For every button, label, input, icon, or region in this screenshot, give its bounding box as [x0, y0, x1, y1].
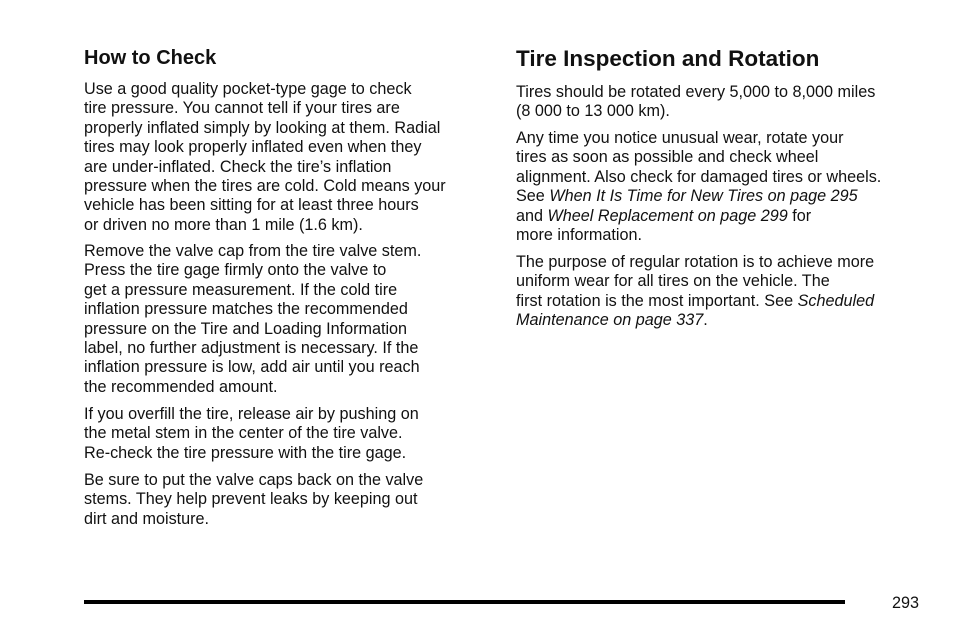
text-line: stems. They help prevent leaks by keeping out — [84, 490, 418, 509]
section-subheading: How to Check — [84, 47, 217, 69]
text-line: tires may look properly inflated even when they — [84, 138, 422, 157]
text-line: alignment. Also check for damaged tires or wheels. — [516, 167, 882, 186]
text-line: vehicle has been sitting for at least three hours — [84, 196, 419, 215]
text-line: (8 000 to 13 000 km). — [516, 102, 670, 121]
cross-reference-link[interactable]: Maintenance on page 337 — [516, 311, 704, 330]
paragraph-unusual-wear — [516, 129, 881, 245]
text-segment: and — [516, 206, 548, 225]
text-line: are under-inflated. Check the tire’s inflation — [84, 157, 392, 176]
text-line: The purpose of regular rotation is to achieve more — [516, 253, 875, 271]
text-line: Any time you notice unusual wear, rotate your — [516, 129, 844, 147]
text-line: inflation pressure is low, add air until you reach — [84, 358, 420, 377]
text-line: Tires should be rotated every 5,000 to 8,000 miles — [516, 83, 876, 101]
text-line: label, no further adjustment is necessary. If the — [84, 338, 419, 357]
text-segment: first rotation is the most important. See — [516, 291, 798, 310]
text-line: tire pressure. You cannot tell if your tires are — [84, 99, 400, 118]
text-line: or driven no more than 1 mile (1.6 km). — [84, 215, 363, 234]
text-line: the recommended amount. — [84, 377, 278, 396]
text-line: get a pressure measurement. If the cold tire — [84, 280, 398, 299]
cross-reference-link[interactable]: Scheduled — [797, 291, 875, 310]
text-line: Press the tire gage firmly onto the valve to — [84, 261, 387, 280]
text-line — [516, 207, 881, 226]
paragraph-overfill — [84, 405, 419, 463]
text-line: tires as soon as possible and check wheel — [516, 148, 819, 167]
text-line: Use a good quality pocket-type gage to check — [84, 80, 412, 98]
text-line: the metal stem in the center of the tire valve. — [84, 424, 403, 443]
footer-rule — [84, 600, 845, 604]
paragraph-rotation-purpose — [516, 253, 874, 331]
text-line: Re-check the tire pressure with the tire gage. — [84, 443, 407, 462]
text-line — [516, 187, 881, 206]
page-number: 293 — [891, 594, 919, 612]
text-line: Be sure to put the valve caps back on the valve — [84, 471, 424, 489]
text-line: Remove the valve cap from the tire valve stem. — [84, 242, 422, 260]
paragraph-remove-valve-cap — [84, 242, 421, 397]
text-line: pressure when the tires are cold. Cold means your — [84, 176, 446, 195]
text-line — [516, 311, 874, 330]
cross-reference-link[interactable]: Wheel Replacement on page 299 — [547, 206, 788, 225]
text-segment: See — [516, 187, 550, 206]
cross-reference-link[interactable]: When It Is Time for New Tires on page 295 — [549, 187, 858, 206]
text-line: inflation pressure matches the recommended — [84, 300, 408, 319]
paragraph-rotation-interval — [516, 83, 875, 122]
paragraph-valve-caps — [84, 471, 423, 529]
text-line — [516, 292, 874, 311]
text-line: pressure on the Tire and Loading Information — [84, 319, 408, 338]
text-line: uniform wear for all tires on the vehicle. The — [516, 272, 830, 291]
text-line: If you overfill the tire, release air by pushing on — [84, 405, 419, 423]
text-line: properly inflated simply by looking at them. Radial — [84, 118, 441, 137]
text-segment: for — [787, 206, 812, 225]
section-heading: Tire Inspection and Rotation — [516, 46, 820, 71]
text-segment: . — [703, 311, 708, 330]
text-line: dirt and moisture. — [84, 509, 210, 528]
paragraph-how-to-check — [84, 80, 446, 235]
text-line: more information. — [516, 225, 642, 244]
